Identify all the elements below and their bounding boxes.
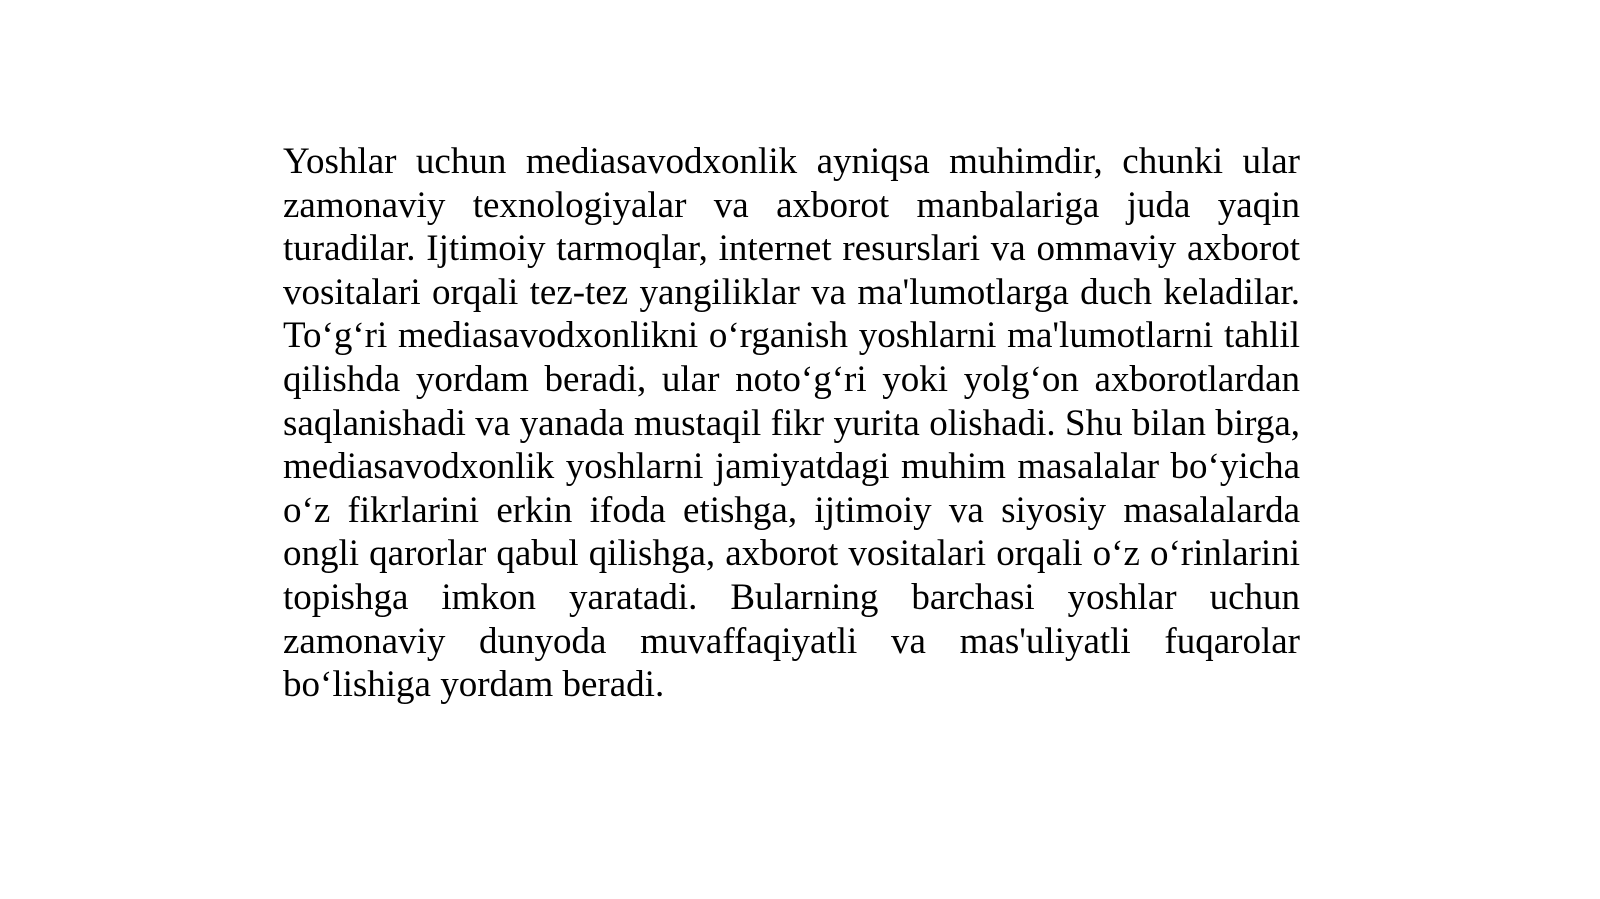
body-paragraph: Yoshlar uchun mediasavodxonlik ayniqsa muhimdir, chunki ular zamonaviy texnologiyalar va axborot manbalariga juda yaqin turadilar. Ijtimoiy tarmoqlar, internet resurslari va ommaviy axborot vositalari orqali tez-tez yangiliklar va ma'lumotlarga duch keladilar. To‘g‘ri mediasavodxonlikni o‘rganish yoshlarni ma'lumotlarni tahlil qilishda yordam beradi, ular noto‘g‘ri yoki yolg‘on axborotlardan saqlanishadi va yanada mustaqil fikr yurita olishadi. Shu bilan birga, mediasavodxonlik yoshlarni jamiyatdagi muhim masalalar bo‘yicha o‘z fikrlarini erkin ifoda etishga, ijtimoiy va siyosiy masalalarda ongli qarorlar qabul qilishga, axborot vositalari orqali o‘z o‘rinlarini topishga imkon yaratadi. Bularning barchasi yoshlar uchun zamonaviy dunyoda muvaffaqiyatli va mas'uliyatli fuqarolar bo‘lishiga yordam beradi. (283, 141, 1300, 706)
